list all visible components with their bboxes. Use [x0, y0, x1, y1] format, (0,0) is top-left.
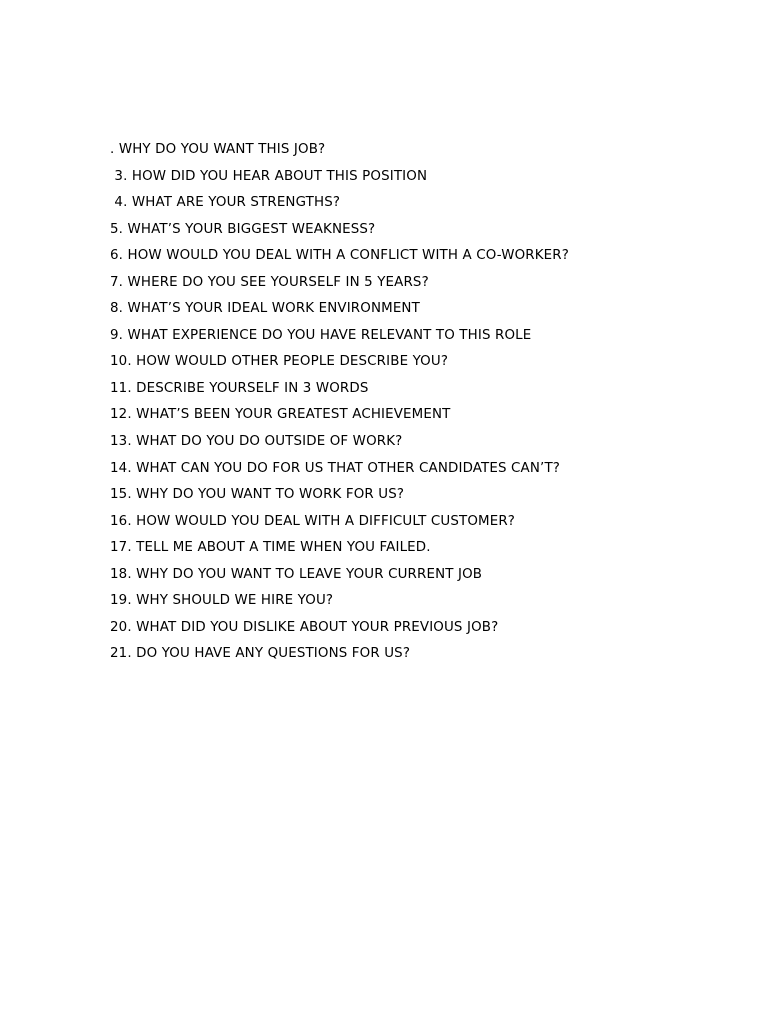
question-line: 9. WHAT EXPERIENCE DO YOU HAVE RELEVANT TO THIS ROLE: [110, 327, 532, 343]
question-line: 11. DESCRIBE YOURSELF IN 3 WORDS: [110, 380, 369, 396]
question-line: 19. WHY SHOULD WE HIRE YOU?: [110, 593, 334, 609]
question-line: 16. HOW WOULD YOU DEAL WITH A DIFFICULT CUSTOMER?: [110, 513, 516, 529]
question-list: [110, 137, 569, 668]
question-line: 4. WHAT ARE YOUR STRENGTHS?: [110, 195, 341, 211]
question-line: 20. WHAT DID YOU DISLIKE ABOUT YOUR PREVIOUS JOB?: [110, 619, 499, 635]
question-line: 8. WHAT’S YOUR IDEAL WORK ENVIRONMENT: [110, 301, 420, 317]
question-line: 6. HOW WOULD YOU DEAL WITH A CONFLICT WITH A CO-WORKER?: [110, 248, 570, 264]
question-line: 18. WHY DO YOU WANT TO LEAVE YOUR CURRENT JOB: [110, 566, 483, 582]
question-line: 13. WHAT DO YOU DO OUTSIDE OF WORK?: [110, 434, 403, 450]
question-line: 12. WHAT’S BEEN YOUR GREATEST ACHIEVEMENT: [110, 407, 451, 423]
question-line: 5. WHAT’S YOUR BIGGEST WEAKNESS?: [110, 221, 376, 237]
question-line: 7. WHERE DO YOU SEE YOURSELF IN 5 YEARS?: [110, 274, 429, 290]
question-line: 15. WHY DO YOU WANT TO WORK FOR US?: [110, 487, 405, 503]
question-line: 3. HOW DID YOU HEAR ABOUT THIS POSITION: [110, 168, 428, 184]
question-line: 14. WHAT CAN YOU DO FOR US THAT OTHER CANDIDATES CAN’T?: [110, 460, 561, 476]
question-line: 10. HOW WOULD OTHER PEOPLE DESCRIBE YOU?: [110, 354, 449, 370]
question-line: 17. TELL ME ABOUT A TIME WHEN YOU FAILED.: [110, 540, 431, 556]
question-line: 21. DO YOU HAVE ANY QUESTIONS FOR US?: [110, 646, 411, 662]
question-line: . WHY DO YOU WANT THIS JOB?: [110, 142, 326, 157]
